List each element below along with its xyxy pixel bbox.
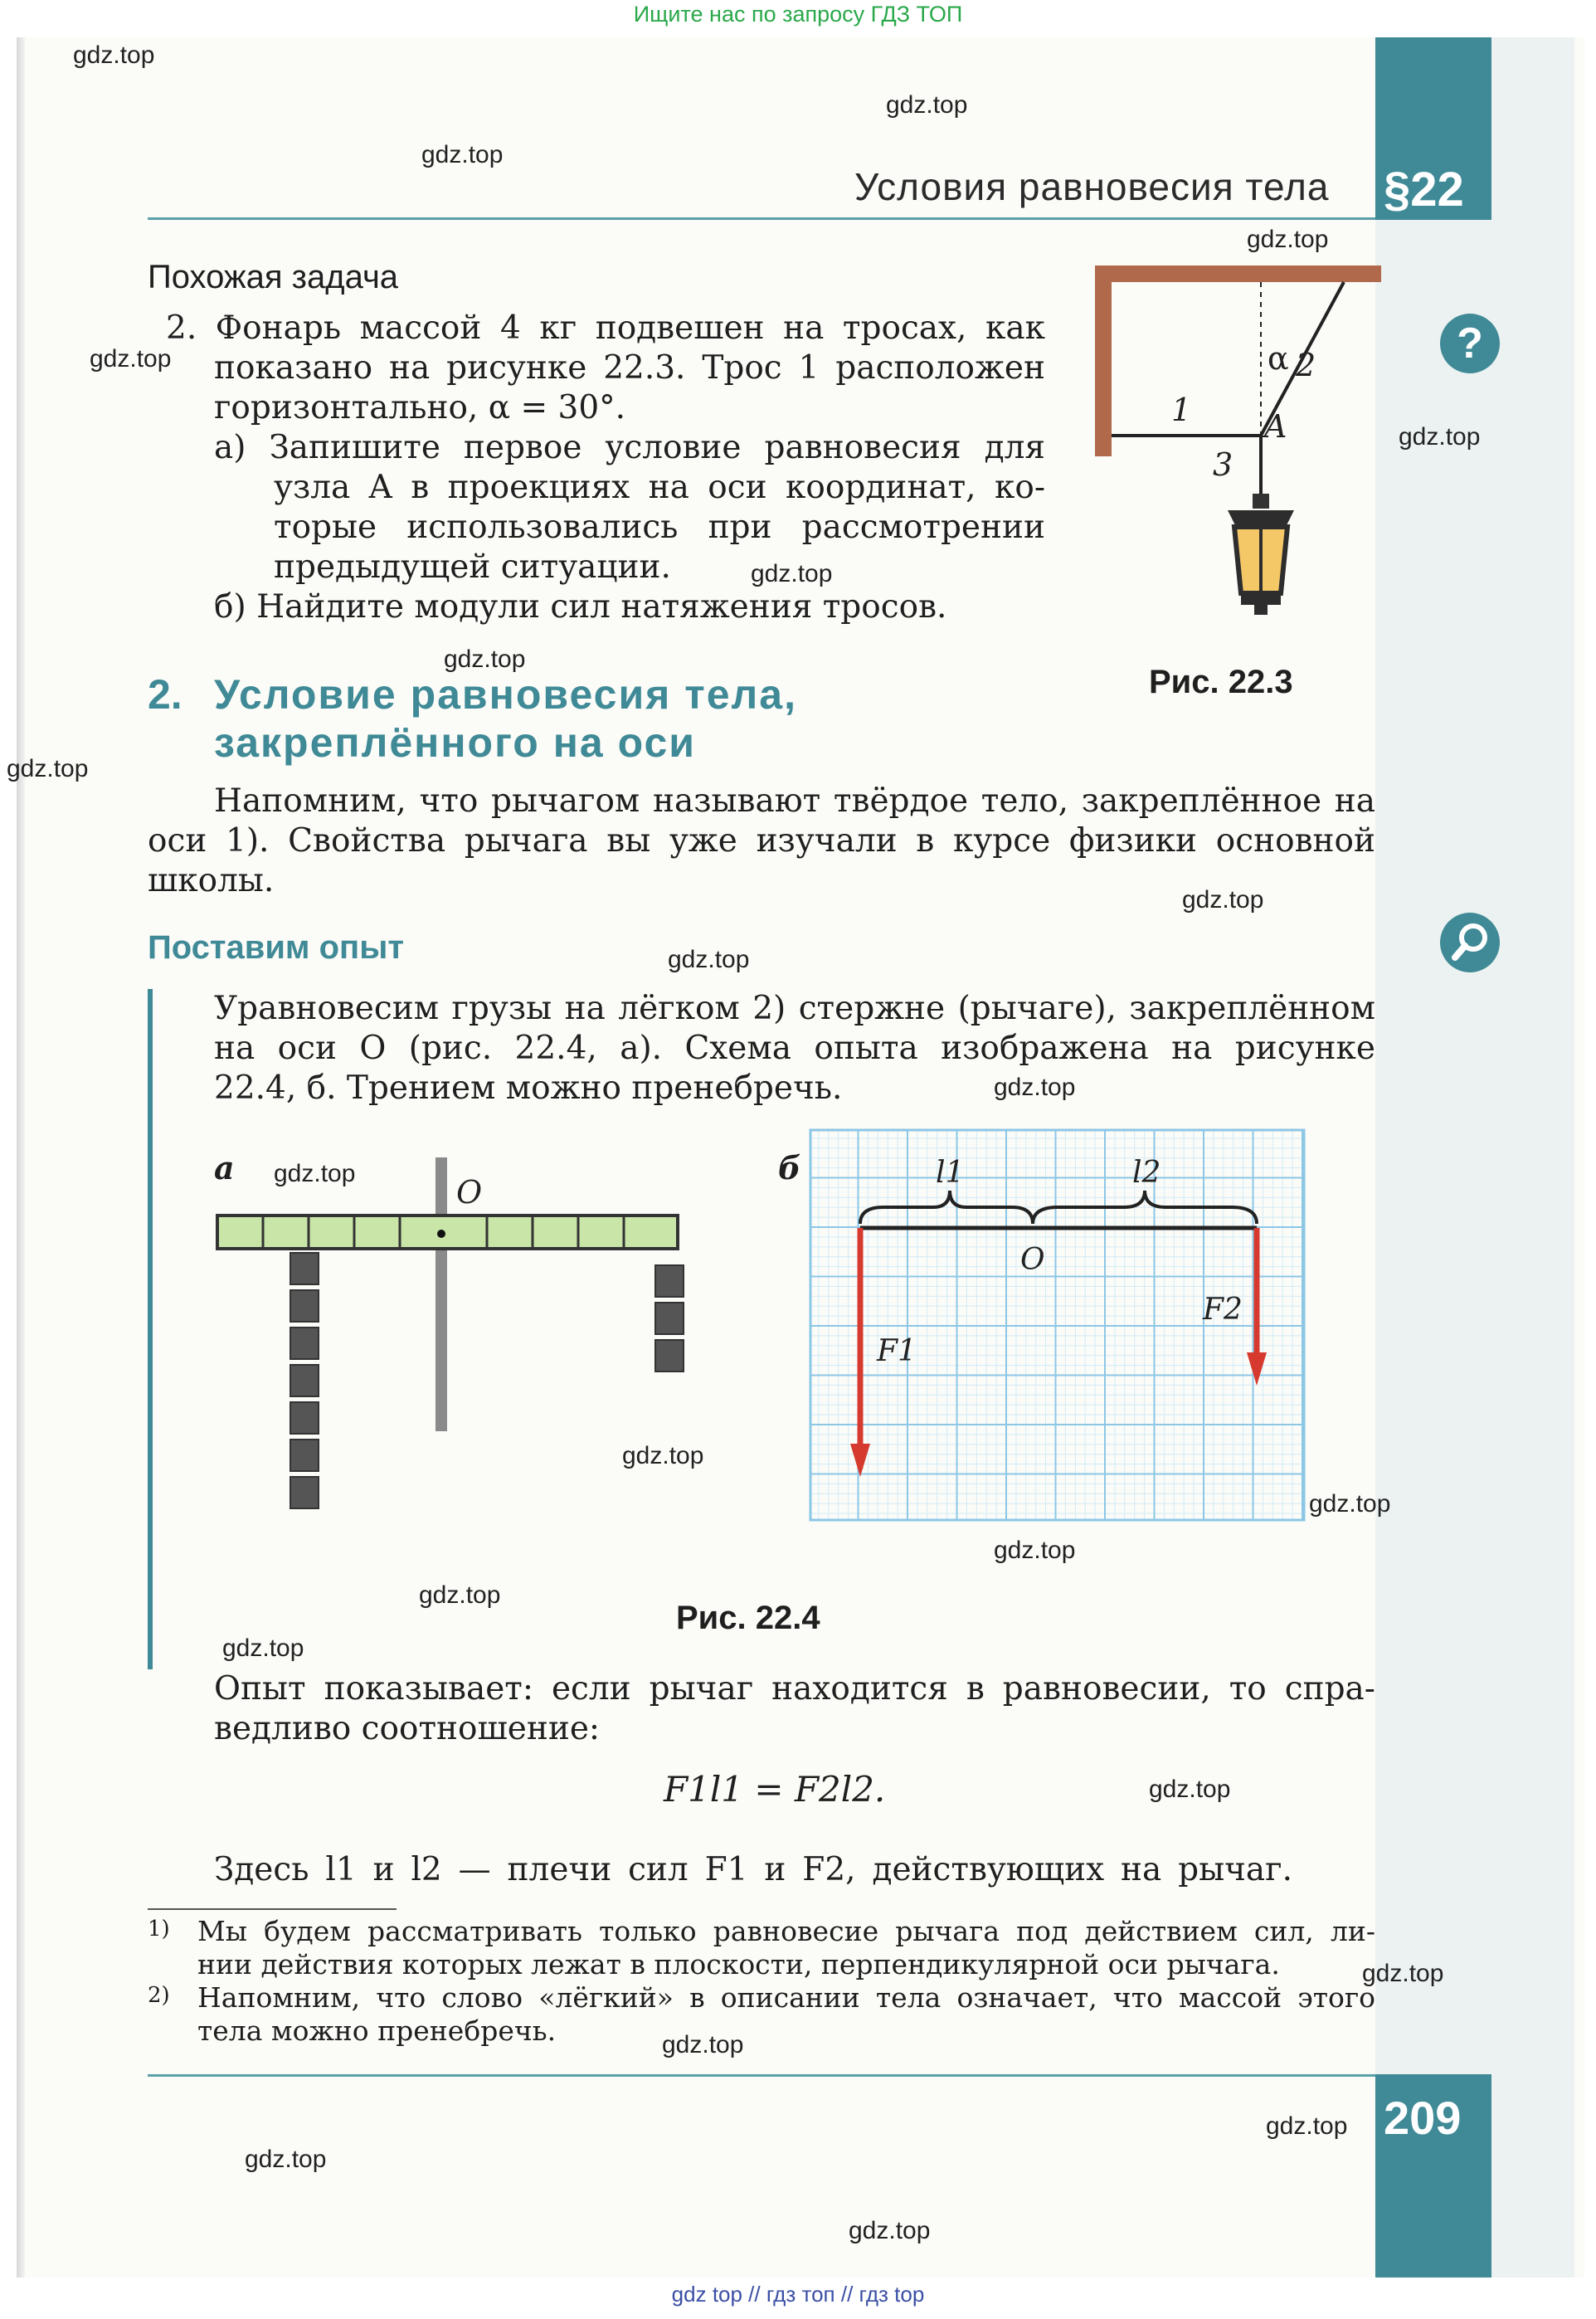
page-number: 209 [1384, 2092, 1462, 2144]
page-edge-shadow [17, 37, 25, 2278]
footnote-1-text: нии действия которых лежат в плоскости, перпендикулярной оси рычага. [197, 1948, 1280, 1980]
section-title: Условия равновесия тела [854, 165, 1330, 208]
watermark: gdz.top [1149, 1776, 1231, 1803]
footnote-2-mark: 2) [148, 1983, 170, 2008]
arm-l2-label: l2 [1132, 1156, 1161, 1190]
figure-22-4-caption: Рис. 22.4 [676, 1600, 820, 1636]
watermark: gdz.top [421, 141, 504, 168]
watermark: gdz.top [419, 1581, 501, 1609]
watermark: gdz.top [886, 91, 968, 119]
axis-o-label: O [456, 1174, 483, 1211]
rope-2-label: 2 [1296, 347, 1316, 383]
axis-o-label-b: O [1020, 1243, 1045, 1277]
experiment-label: Поставим опыт [148, 929, 404, 966]
watermark: gdz.top [668, 946, 750, 973]
problem-text: горизонтально, α = 30°. [214, 389, 626, 426]
problem-part-a: предыдущей ситуации. [274, 548, 671, 586]
weight-stack-right [655, 1265, 684, 1371]
paragraph-text: школы. [148, 862, 275, 899]
figure-a-label: а [214, 1149, 235, 1186]
watermark: gdz.top [90, 345, 172, 373]
figure-22-4a [207, 1157, 689, 1572]
magnifier-icon-glyph [1440, 913, 1500, 972]
question-icon: ? [1440, 314, 1500, 373]
result-text: Опыт показывает: если рычаг находится в равновесии, то спра- [214, 1670, 1375, 1708]
experiment-text: на оси O (рис. 22.4, а). Схема опыта изображена на рисунке [214, 1030, 1375, 1067]
figure-22-3 [1078, 261, 1385, 660]
watermark: gdz.top [994, 1074, 1076, 1101]
watermark: gdz.top [1266, 2112, 1348, 2140]
experiment-bar [148, 989, 153, 1669]
watermark: gdz.top [73, 41, 155, 69]
sidebar-strip [1375, 37, 1574, 2278]
weight-stack-left [290, 1253, 319, 1508]
watermark: gdz.top [1309, 1490, 1391, 1518]
lever-bar [217, 1216, 678, 1249]
watermark: gdz.top [849, 2217, 931, 2244]
wall-beam [1095, 266, 1112, 456]
footnote-rule [148, 1908, 397, 1910]
watermark: gdz.top [751, 560, 833, 587]
rope-1-label: 1 [1171, 392, 1192, 428]
axis-rod [435, 1157, 447, 1431]
footnote-1-mark: 1) [148, 1917, 170, 1941]
paragraph-text: оси 1). Свойства рычага вы уже изучали в курсе физики основной [148, 822, 1375, 860]
force-f1-label: F1 [877, 1334, 917, 1368]
footnote-2-text: Напомним, что слово «лёгкий» в описании тела означает, что массой этого [197, 1981, 1375, 2014]
footnote-1-text: Мы будем рассматривать только равновесие рычага под действием сил, ли- [197, 1915, 1375, 1947]
problem-part-b: б) Найдите модули сил натяжения тросов. [214, 588, 947, 626]
watermark: gdz.top [274, 1160, 356, 1187]
watermark: gdz.top [245, 2146, 327, 2173]
watermark: gdz.top [444, 646, 526, 673]
watermark: gdz.top [994, 1537, 1076, 1564]
paragraph-text: Напомним, что рычагом называют твёрдое тело, закреплённое на [214, 782, 1375, 820]
magnifier-icon [1440, 913, 1500, 972]
header-rule [148, 217, 1375, 220]
footer-rule [148, 2074, 1375, 2077]
alpha-label: α [1268, 340, 1289, 377]
watermark: gdz.top [662, 2031, 744, 2058]
pivot-point [437, 1230, 445, 1238]
lever-formula: F1l1 = F2l2. [664, 1769, 886, 1810]
experiment-text: 22.4, б. Трением можно пренебречь. [214, 1069, 843, 1107]
watermark: gdz.top [1247, 226, 1329, 253]
arm-l1-label: l1 [936, 1156, 965, 1190]
problem-text: показано на рисунке 22.3. Трос 1 расположен [214, 349, 1045, 387]
watermark: gdz.top [622, 1442, 704, 1469]
watermark: gdz.top [1182, 886, 1264, 913]
force-f2-label: F2 [1203, 1293, 1243, 1327]
experiment-text: Уравновесим грузы на лёгком 2) стержне (рычаге), закреплённом [214, 990, 1375, 1027]
result-text: ведливо соотношение: [214, 1710, 601, 1747]
heading-number: 2. [148, 671, 182, 718]
problem-part-a: а) Запишите первое условие равновесия для [214, 429, 1045, 466]
node-a-label: A [1264, 408, 1287, 445]
figure-22-4b [809, 1128, 1306, 1522]
similar-task-label: Похожая задача [148, 259, 399, 295]
bottom-links[interactable]: gdz top // гдз топ // гдз top [671, 2282, 925, 2307]
lantern-icon [1228, 494, 1294, 615]
watermark: gdz.top [1362, 1960, 1444, 1987]
watermark: gdz.top [222, 1635, 304, 1662]
section-number: §22 [1384, 163, 1464, 217]
figure-22-3-caption: Рис. 22.3 [1149, 664, 1293, 700]
heading-line-2: закреплённого на оси [214, 719, 697, 766]
watermark: gdz.top [7, 755, 89, 782]
problem-part-a: торые использовались при рассмотрении [274, 509, 1045, 546]
ceiling-beam [1095, 266, 1381, 282]
problem-text: 2. Фонарь массой 4 кг подвешен на тросах, как [166, 309, 1045, 347]
arms-definition: Здесь l1 и l2 — плечи сил F1 и F2, действующих на рычаг. [214, 1851, 1292, 1888]
figure-b-label: б [778, 1149, 801, 1186]
top-note[interactable]: Ищите нас по запросу ГДЗ ТОП [633, 2, 963, 27]
rope-3-label: 3 [1213, 446, 1233, 483]
heading-line-1: Условие равновесия тела, [214, 671, 798, 718]
watermark: gdz.top [1399, 423, 1481, 451]
footnote-2-text: тела можно пренебречь. [197, 2015, 557, 2047]
problem-part-a: узла A в проекциях на оси координат, ко- [274, 469, 1045, 506]
